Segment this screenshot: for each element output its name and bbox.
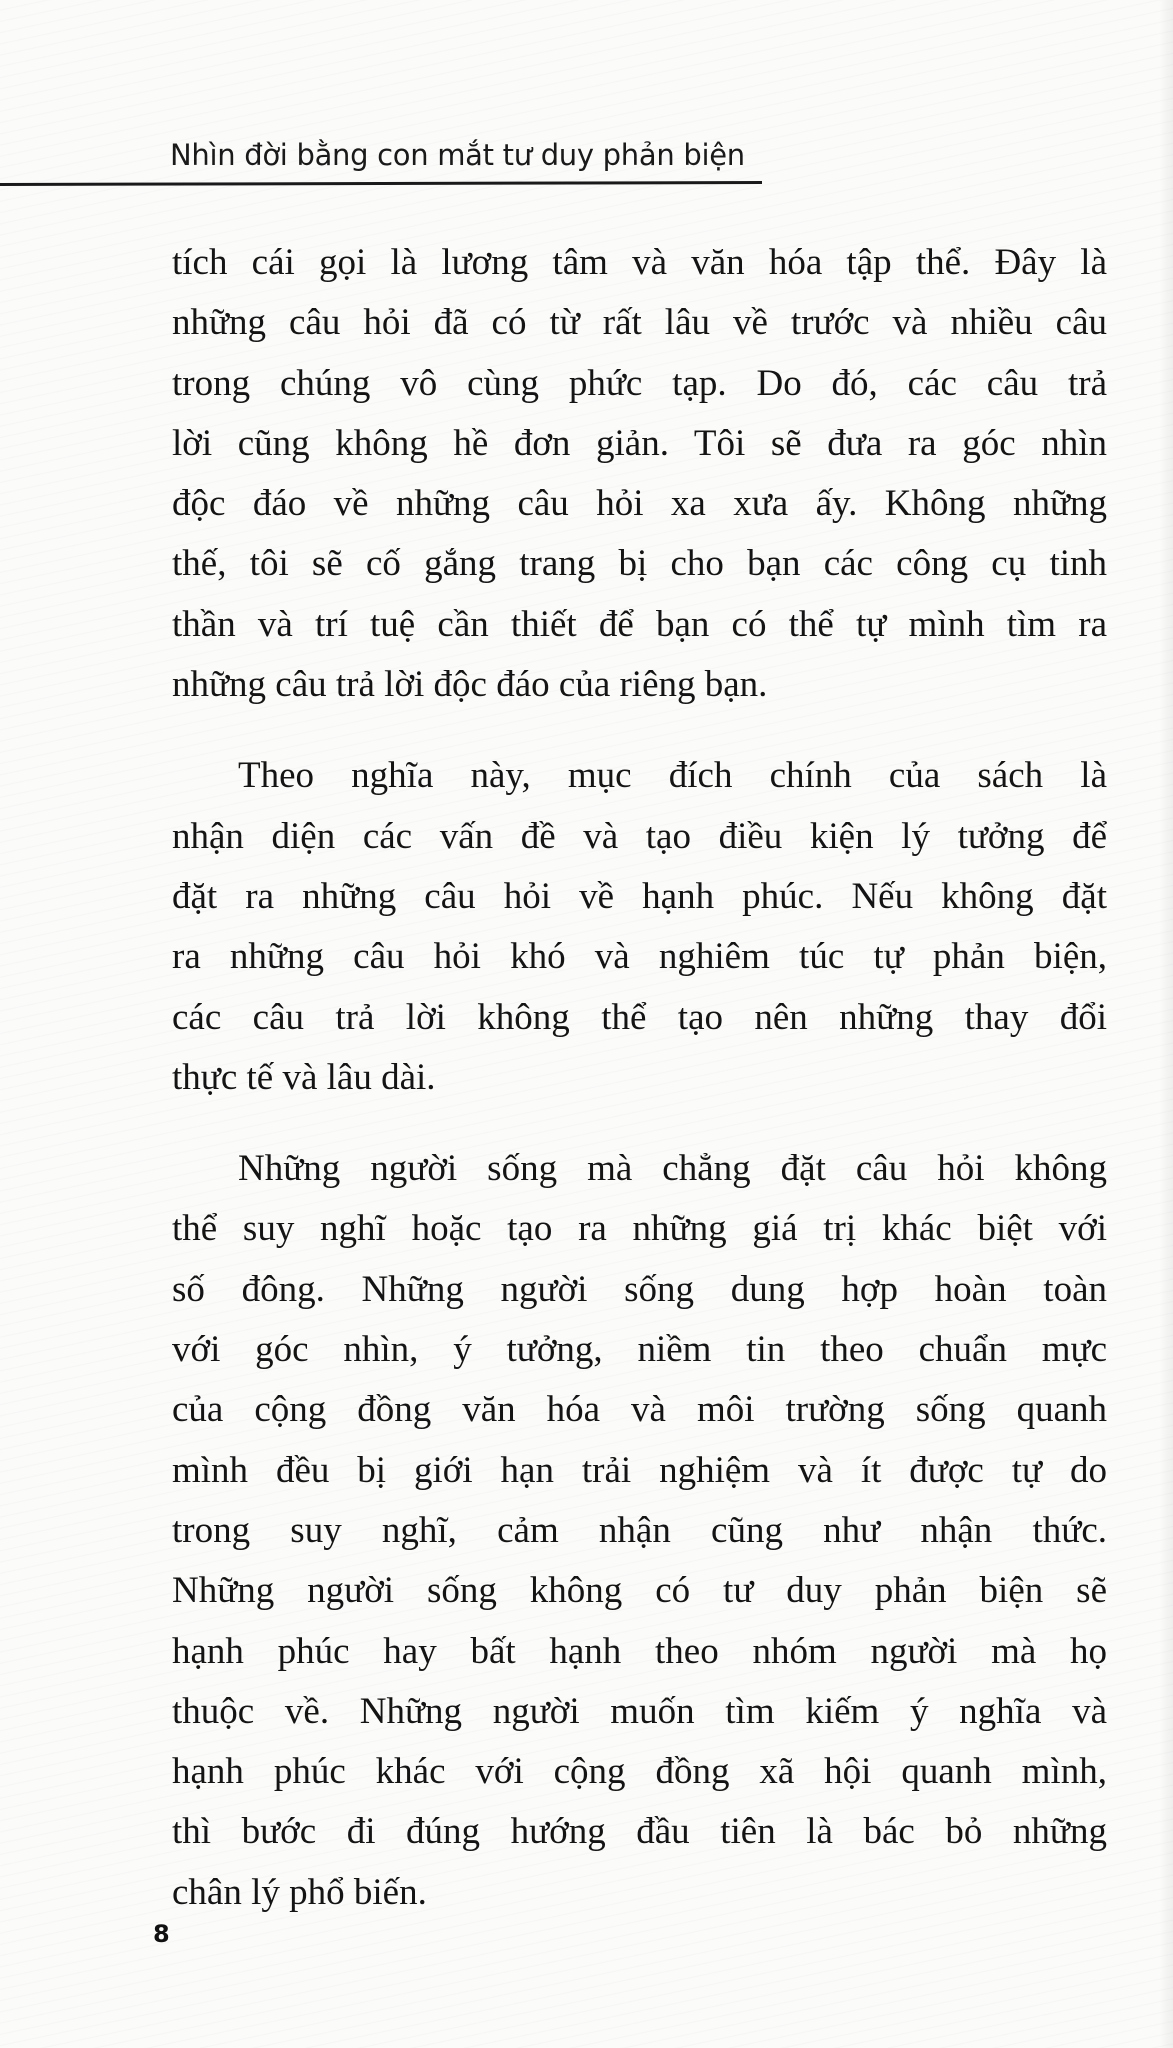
text-line: Những người sống mà chẳng đặt câu hỏi không: [238, 1148, 1107, 1190]
paragraph-1: [172, 233, 1107, 715]
text-line: tích cái gọi là lương tâm và văn hóa tập thể. Đây là: [172, 242, 1107, 283]
text-line: ra những câu hỏi khó và nghiêm túc tự phản biện,: [172, 936, 1107, 978]
body-text: [172, 233, 1107, 1923]
running-header-title: Nhìn đời bằng con mắt tư duy phản biện: [170, 138, 745, 172]
text-line: chân lý phổ biến.: [172, 1871, 427, 1913]
text-line: nhận diện các vấn đề và tạo điều kiện lý tưởng để: [172, 815, 1107, 857]
text-line: độc đáo về những câu hỏi xa xưa ấy. Không những: [172, 483, 1107, 525]
page-edge-shadow: [1159, 0, 1173, 2048]
text-line: số đông. Những người sống dung hợp hoàn toàn: [172, 1268, 1107, 1310]
text-line: mình đều bị giới hạn trải nghiệm và ít được tự do: [172, 1449, 1107, 1491]
paragraph-3: [172, 1139, 1107, 1923]
text-line: thế, tôi sẽ cố gắng trang bị cho bạn các công cụ tinh: [172, 543, 1107, 585]
text-line: những câu trả lời độc đáo của riêng bạn.: [172, 664, 768, 706]
text-line: Theo nghĩa này, mục đích chính của sách là: [238, 755, 1107, 797]
text-line: với góc nhìn, ý tưởng, niềm tin theo chuẩn mực: [172, 1329, 1107, 1371]
text-line: thể suy nghĩ hoặc tạo ra những giá trị khác biệt với: [172, 1208, 1107, 1250]
text-line: những câu hỏi đã có từ rất lâu về trước và nhiều câu: [172, 302, 1107, 344]
text-line: của cộng đồng văn hóa và môi trường sống quanh: [172, 1389, 1107, 1431]
text-line: Những người sống không có tư duy phản biện sẽ: [172, 1570, 1107, 1612]
text-line: thuộc về. Những người muốn tìm kiếm ý nghĩa và: [172, 1690, 1107, 1732]
text-line: hạnh phúc hay bất hạnh theo nhóm người mà họ: [172, 1630, 1107, 1672]
text-line: thực tế và lâu dài.: [172, 1056, 436, 1098]
header-rule: [0, 181, 762, 186]
text-line: hạnh phúc khác với cộng đồng xã hội quanh mình,: [172, 1751, 1107, 1793]
paragraph-2: [172, 746, 1107, 1108]
text-line: đặt ra những câu hỏi về hạnh phúc. Nếu không đặt: [172, 875, 1107, 917]
text-line: trong chúng vô cùng phức tạp. Do đó, các câu trả: [172, 362, 1107, 404]
text-line: trong suy nghĩ, cảm nhận cũng như nhận thức.: [172, 1509, 1107, 1551]
text-line: thì bước đi đúng hướng đầu tiên là bác bỏ những: [172, 1811, 1107, 1853]
text-line: các câu trả lời không thể tạo nên những thay đổi: [172, 996, 1107, 1038]
text-line: thần và trí tuệ cần thiết để bạn có thể tự mình tìm ra: [172, 603, 1107, 645]
page-number: 8: [153, 1920, 170, 1948]
text-line: lời cũng không hề đơn giản. Tôi sẽ đưa ra góc nhìn: [172, 422, 1107, 464]
